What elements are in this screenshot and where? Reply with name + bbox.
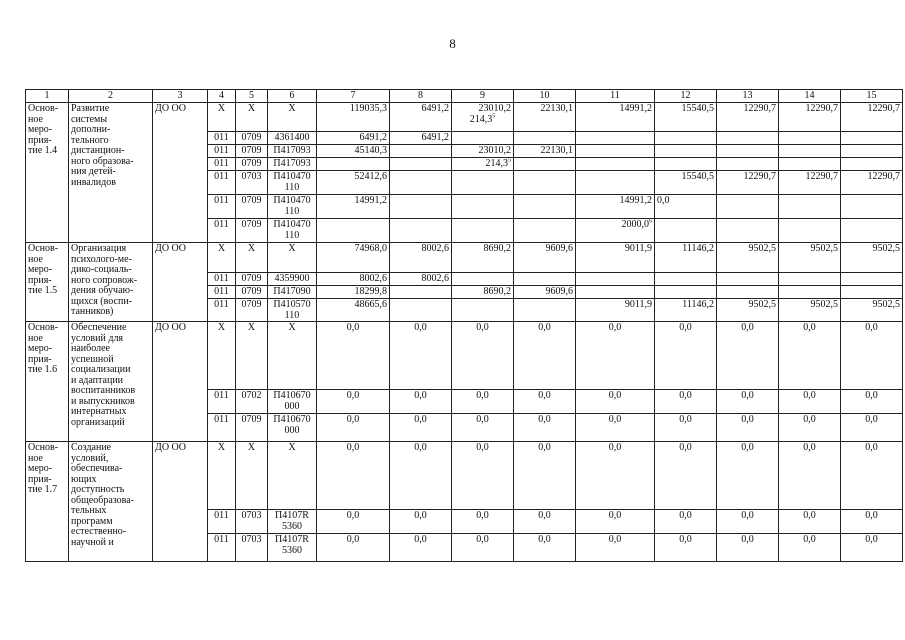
table-cell: 0,0 [779,322,841,390]
table-cell [655,286,717,299]
activity-label: Основ- ное меро- прия- тие 1.6 [26,322,69,442]
table-cell: 12290,7 [779,171,841,195]
table-cell [841,273,903,286]
table-cell [514,132,576,145]
table-cell [390,286,452,299]
table-cell: 0703 [236,534,268,562]
table-cell [390,219,452,243]
table-cell: 0709 [236,132,268,145]
table-cell [717,195,779,219]
table-cell: X [268,442,317,510]
table-cell: 0,0 [317,414,390,442]
table-cell: 0,0 [655,195,717,219]
table-cell [452,195,514,219]
table-cell: X [208,442,236,510]
table-cell: 22130,1 [514,103,576,132]
header-cell: 8 [390,90,452,103]
table-cell: 0,0 [779,414,841,442]
budget-table [25,89,903,562]
table-cell [779,132,841,145]
table-cell: 0,0 [576,414,655,442]
table-cell: 6491,2 [390,132,452,145]
table-cell [514,195,576,219]
table-cell: 9502,5 [841,243,903,273]
table-cell [655,132,717,145]
table-cell: 11146,2 [655,299,717,322]
header-cell: 3 [153,90,208,103]
table-cell: П410470 110 [268,195,317,219]
table-cell: 0709 [236,414,268,442]
table-cell: 0,0 [655,414,717,442]
executor: ДО ОО [153,442,208,562]
header-cell: 10 [514,90,576,103]
header-row [26,90,903,103]
table-cell: 0,0 [317,442,390,510]
activity-name: Развитие системы дополни- тельного дистанцион- ного образова- ния детей- инвалидов [69,103,153,243]
cell-value: 2000,0 [621,219,649,230]
table-cell [452,219,514,243]
header-cell: 15 [841,90,903,103]
table-cell [452,103,514,132]
table-cell [779,219,841,243]
table-cell: 011 [208,132,236,145]
table-cell: 0,0 [452,534,514,562]
table-cell: 0709 [236,299,268,322]
table-cell: 0,0 [514,414,576,442]
table-cell: 0,0 [452,322,514,390]
table-cell: П4107R 5360 [268,510,317,534]
table-cell: 52412,6 [317,171,390,195]
table-cell: 0,0 [655,510,717,534]
table-cell: 23010,2 [452,145,514,158]
table-cell: X [268,322,317,390]
table-cell: 8002,6 [317,273,390,286]
table-cell: X [208,322,236,390]
table-cell: 8002,6 [390,243,452,273]
table-cell: 0,0 [655,322,717,390]
table-cell: 011 [208,195,236,219]
table-cell [390,171,452,195]
table-cell: 0,0 [655,534,717,562]
table-cell: 011 [208,219,236,243]
table-cell [576,171,655,195]
table-cell: 15540,5 [655,171,717,195]
table-cell: 0,0 [390,414,452,442]
table-cell: 9609,6 [514,286,576,299]
table-cell [841,219,903,243]
table-cell: 0709 [236,158,268,171]
header-cell: 14 [779,90,841,103]
table-cell: 11146,2 [655,243,717,273]
footnote-mark: 6 [649,218,652,225]
table-cell: 18299,8 [317,286,390,299]
table-cell [452,171,514,195]
table-cell: 0,0 [717,414,779,442]
table-cell: 0,0 [452,510,514,534]
table-cell: X [236,442,268,510]
table-cell: 0,0 [390,322,452,390]
table-cell: 0,0 [514,322,576,390]
table-cell: 48665,6 [317,299,390,322]
table-cell: 0,0 [452,390,514,414]
table-row [26,322,903,390]
header-cell: 2 [69,90,153,103]
table-cell: 0703 [236,171,268,195]
table-cell: 0,0 [390,534,452,562]
table-cell: 9502,5 [841,299,903,322]
table-cell: 14991,2 [576,103,655,132]
table-cell: 12290,7 [779,103,841,132]
table-cell: 6491,2 [390,103,452,132]
cell-value: 214,3 [485,158,508,169]
table-cell [390,299,452,322]
table-cell [841,195,903,219]
table-cell [779,273,841,286]
table-cell: 0,0 [576,442,655,510]
table-cell [779,195,841,219]
header-cell: 4 [208,90,236,103]
header-cell: 1 [26,90,69,103]
table-cell: 011 [208,510,236,534]
table-cell: 011 [208,145,236,158]
table-cell: 0709 [236,145,268,158]
activity-label: Основ- ное меро- прия- тие 1.7 [26,442,69,562]
table-cell: 0,0 [841,390,903,414]
table-cell: 0,0 [514,390,576,414]
table-cell: 0,0 [841,442,903,510]
table-cell: X [236,322,268,390]
table-cell: 0,0 [576,534,655,562]
table-cell: 8002,6 [390,273,452,286]
table-cell: 0,0 [779,442,841,510]
table-cell [779,145,841,158]
extra-value: 214,3 [469,113,493,125]
table-cell [717,145,779,158]
table-cell: 12290,7 [717,171,779,195]
table-cell: 9011,9 [576,299,655,322]
table-cell [514,171,576,195]
table-cell [390,158,452,171]
table-cell: 0,0 [655,442,717,510]
table-cell: 011 [208,390,236,414]
table-cell [779,286,841,299]
table-cell [779,158,841,171]
table-cell: П410470 110 [268,171,317,195]
table-cell: 0703 [236,510,268,534]
table-cell [655,145,717,158]
table-cell: 9502,5 [717,299,779,322]
table-cell: 0,0 [390,510,452,534]
table-cell: 0,0 [779,534,841,562]
table-cell [841,132,903,145]
table-cell: 0,0 [841,534,903,562]
table-cell [841,286,903,299]
table-cell [576,286,655,299]
table-cell [841,145,903,158]
table-cell: 0,0 [576,322,655,390]
header-cell: 7 [317,90,390,103]
table-cell: 0,0 [576,510,655,534]
table-cell: 0709 [236,273,268,286]
table-cell: 0,0 [717,510,779,534]
table-cell: 0,0 [841,414,903,442]
table-cell [514,299,576,322]
table-cell [655,273,717,286]
table-cell: 0709 [236,286,268,299]
table-cell: 45140,3 [317,145,390,158]
header-cell: 6 [268,90,317,103]
table-cell [514,219,576,243]
table-cell: 0,0 [317,322,390,390]
table-cell: 6491,2 [317,132,390,145]
table-cell: 0,0 [717,322,779,390]
table-cell [655,158,717,171]
table-cell [717,286,779,299]
table-cell: X [208,103,236,132]
table-cell [717,219,779,243]
table-cell [514,158,576,171]
table-cell: П4107R 5360 [268,534,317,562]
table-cell: 22130,1 [514,145,576,158]
footnote-mark: 5 [508,157,511,164]
table-cell: 0,0 [576,390,655,414]
table-cell: 0709 [236,219,268,243]
table-cell: X [208,243,236,273]
table-cell: 011 [208,414,236,442]
table-cell: 0,0 [841,510,903,534]
table-cell: 0,0 [514,510,576,534]
table-cell: 011 [208,273,236,286]
table-cell: X [236,243,268,273]
table-cell: 0,0 [317,510,390,534]
table-cell: 0,0 [317,534,390,562]
cell-value-extra [454,115,511,126]
table-cell [655,219,717,243]
table-cell: 0,0 [655,390,717,414]
table-cell: 15540,5 [655,103,717,132]
table-cell: 0,0 [514,442,576,510]
table-cell [576,145,655,158]
table-cell [717,273,779,286]
table-cell: 4361400 [268,132,317,145]
table-cell: 011 [208,171,236,195]
table-cell: 12290,7 [841,171,903,195]
table-cell [317,158,390,171]
table-cell: 9609,6 [514,243,576,273]
table-cell [576,219,655,243]
table-cell: 0702 [236,390,268,414]
table-cell: 0,0 [717,534,779,562]
table-cell: 9502,5 [779,299,841,322]
executor: ДО ОО [153,322,208,442]
activity-name: Организация психолого-ме- дико-социаль- ного сопровож- дения обучаю- щихся (воспи- танников) [69,243,153,322]
table-cell [576,132,655,145]
table-cell: 0,0 [390,442,452,510]
executor: ДО ОО [153,103,208,243]
table-cell: X [268,103,317,132]
activity-label: Основ- ное меро- прия- тие 1.4 [26,103,69,243]
table-cell [452,273,514,286]
table-row [26,243,903,273]
table-cell: 9502,5 [717,243,779,273]
table-cell [452,299,514,322]
table-cell: 0,0 [514,534,576,562]
table-cell [317,219,390,243]
table-cell: 9011,9 [576,243,655,273]
header-cell: 11 [576,90,655,103]
table-cell [514,273,576,286]
table-cell: 14991,2 [576,195,655,219]
table-cell: 011 [208,299,236,322]
header-cell: 5 [236,90,268,103]
table-cell [452,132,514,145]
table-cell: 0709 [236,195,268,219]
table-cell: П410670 000 [268,414,317,442]
table-cell: 0,0 [452,442,514,510]
table-cell: 12290,7 [717,103,779,132]
table-cell: П410670 000 [268,390,317,414]
table-cell: 8690,2 [452,286,514,299]
header-cell: 9 [452,90,514,103]
table-cell: 0,0 [779,510,841,534]
activity-name: Обеспечение условий для наиболее успешной социализации и адаптации воспитанников и выпускников интернатных организаций [69,322,153,442]
table-cell: 74968,0 [317,243,390,273]
table-cell [841,158,903,171]
table-cell [717,158,779,171]
header-cell: 12 [655,90,717,103]
table-cell: 119035,3 [317,103,390,132]
table-cell [390,195,452,219]
table-cell: 0,0 [390,390,452,414]
table-cell: 0,0 [452,414,514,442]
table-cell: 0,0 [717,442,779,510]
table-cell: X [236,103,268,132]
table-cell [452,158,514,171]
table-cell: 011 [208,286,236,299]
table-row [26,103,903,132]
table-cell: 011 [208,158,236,171]
activity-label: Основ- ное меро- прия- тие 1.5 [26,243,69,322]
table-cell: 4359900 [268,273,317,286]
table-cell [576,273,655,286]
table-cell: 9502,5 [779,243,841,273]
table-cell [717,132,779,145]
table-cell: 0,0 [841,322,903,390]
table-cell: 0,0 [717,390,779,414]
activity-name: Создание условий, обеспечива- ющих доступность общеобразова- тельных программ естественно- научной и [69,442,153,562]
table-cell: 011 [208,534,236,562]
table-cell: П417090 [268,286,317,299]
table-cell: 0,0 [317,390,390,414]
table-cell: 8690,2 [452,243,514,273]
table-cell: 0,0 [779,390,841,414]
table-cell: П417093 [268,158,317,171]
table-cell: П417093 [268,145,317,158]
table-cell: П410470 110 [268,219,317,243]
table-cell: X [268,243,317,273]
executor: ДО ОО [153,243,208,322]
table-cell [576,158,655,171]
page-number: 8 [449,36,456,51]
table-cell: 12290,7 [841,103,903,132]
table-cell [390,145,452,158]
table-row [26,442,903,510]
footnote-mark: 5 [492,113,496,120]
cell-value: 23010,2 [478,103,511,114]
header-cell: 13 [717,90,779,103]
table-cell: П410570 110 [268,299,317,322]
table-cell: 14991,2 [317,195,390,219]
